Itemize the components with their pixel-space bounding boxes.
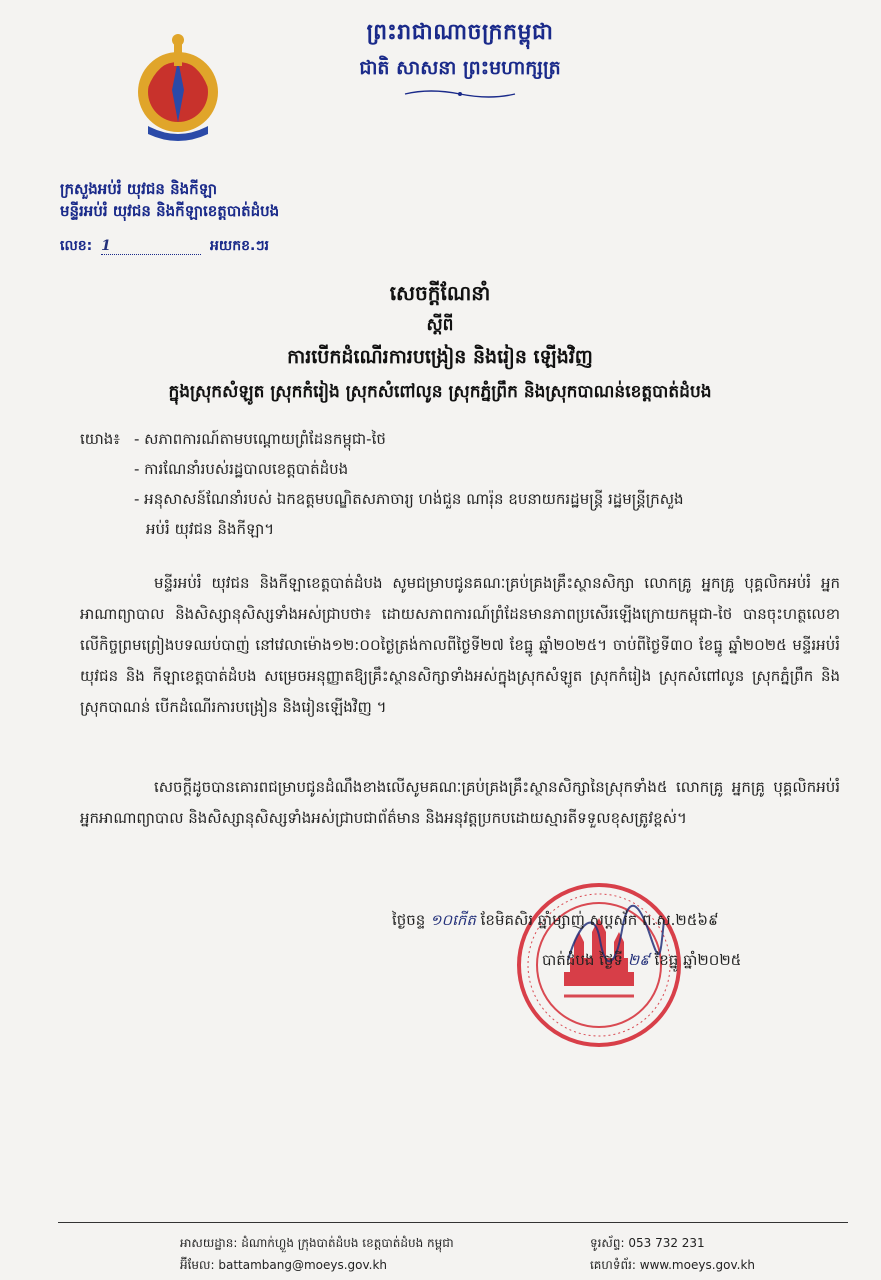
lunar-date-rest: ខែមិគសិរ ឆ្នាំម្សាញ់ សប្តស័ក ព.ស.២៥៦៩ (480, 911, 719, 929)
title-locations: ក្នុងស្រុកសំឡូត ស្រុកកំរៀង ស្រុកសំពៅលូន ស្រុកភ្នំព្រឹក និងស្រុកបាណន់ខេត្តបាត់ដំបង (168, 382, 712, 402)
national-motto: ជាតិ សាសនា ព្រះមហាក្សត្រ (359, 57, 561, 79)
title-subject: ការបើកដំណើរការបង្រៀន និងរៀន ឡើងវិញ (287, 346, 593, 368)
ministry-emblem-icon (128, 30, 228, 150)
footer-divider (58, 1222, 848, 1223)
date-block (392, 900, 852, 980)
department-name: មន្ទីរអប់រំ យុវជន និងកីឡាខេត្តបាត់ដំបង (60, 202, 280, 220)
footer-contact-left (180, 1232, 454, 1276)
phone-label: ទូរស័ព្ទ: (590, 1236, 625, 1250)
title-about: ស្តីពី (426, 315, 454, 335)
lunar-day-prefix: ថ្ងៃចន្ទ (392, 911, 426, 929)
document-title-block (40, 280, 840, 406)
footer-contact-right (590, 1232, 755, 1276)
solar-day-handwritten: ២៩ (627, 951, 650, 969)
reference-item-continued: អប់រំ យុវជន និងកីឡា។ (146, 520, 275, 538)
website-value[interactable]: www.moeys.gov.kh (639, 1258, 756, 1272)
email-label: អ៊ីមែល: (180, 1258, 215, 1272)
title-notice: សេចក្តីណែនាំ (389, 281, 491, 305)
kingdom-header (330, 18, 590, 100)
ministry-name: ក្រសួងអប់រំ យុវជន និងកីឡា (60, 180, 218, 198)
lunar-day-handwritten: ១០កើត (430, 911, 476, 929)
solar-date-rest: ខែធ្នូ ឆ្នាំ២០២៥ (654, 951, 742, 969)
ornament-divider-icon (400, 88, 520, 100)
email-value[interactable]: battambang@moeys.gov.kh (218, 1258, 388, 1272)
reference-label: លេខ: (60, 238, 93, 254)
references-list (80, 424, 840, 544)
body-paragraph-1: មន្ទីរអប់រំ យុវជន និងកីឡាខេត្តបាត់ដំបង សូមជម្រាបជូនគណៈគ្រប់គ្រងគ្រឹះស្ថានសិក្សា លោកគ្រូ អ្នកគ្រូ បុគ្គលិកអប់រំ អ្នកអាណាព្យាបាល និងសិស្សានុសិស្សទាំងអស់ជ្រាបថា៖ ដោយសភាពការណ៍ព្រំដែនមានភាពប្រសើរឡើងក្រោយកម្ពុជា-ថៃ បានចុះហត្ថលេខាលើកិច្ចព្រមព្រៀងបទឈប់បាញ់ នៅវេលាម៉ោង១២:០០ថ្ងៃត្រង់កាលពីថ្ងៃទី២៧ ខែធ្នូ ឆ្នាំ២០២៥។ ចាប់ពីថ្ងៃទី៣០ ខែធ្នូ ឆ្នាំ២០២៥ មន្ទីរអប់រំ យុវជន និង កីឡាខេត្តបាត់ដំបង សម្រេចអនុញ្ញាតឱ្យគ្រឹះស្ថានសិក្សាទាំងអស់ក្នុងស្រុកសំឡូត ស្រុកកំរៀង ស្រុកសំពៅលូន ស្រុកភ្នំព្រឹក និងស្រុកបាណន់ បើកដំណើរការបង្រៀន និងរៀនឡើងវិញ ។ (80, 574, 840, 716)
ministry-block (60, 178, 279, 222)
reference-item: - អនុសាសន៍ណែនាំរបស់ ឯកឧត្តមបណ្ឌិតសភាចារ្យ ហង់ជួន ណារ៉ុន ឧបនាយករដ្ឋមន្ត្រី រដ្ឋមន្ត្រីក្រសួង (134, 490, 684, 508)
references-lead: យោង៖ (80, 430, 120, 448)
reference-number-line (60, 236, 269, 257)
phone-value[interactable]: 053 732 231 (628, 1236, 705, 1250)
address-value: ដំណាក់ហ្លួង ក្រុងបាត់ដំបង ខេត្តបាត់ដំបង កម្ពុជា (241, 1236, 454, 1250)
lunar-date-line (392, 900, 852, 940)
reference-item: - សភាពការណ៍តាមបណ្តោយព្រំដែនកម្ពុជា-ថៃ (134, 430, 386, 448)
kingdom-title: ព្រះរាជាណាចក្រកម្ពុជា (366, 19, 554, 45)
website-label: គេហទំព័រ: (590, 1258, 636, 1272)
body-paragraph-2: សេចក្តីដូចបានគោរពជម្រាបជូនដំណឹងខាងលើសូមគណៈគ្រប់គ្រងគ្រឹះស្ថានសិក្សានៃស្រុកទាំង៥ លោកគ្រូ អ្នកគ្រូ បុគ្គលិកអប់រំ អ្នកអាណាព្យាបាល និងសិស្សានុសិស្សទាំងអស់ជ្រាបជាព័ត៌មាន និងអនុវត្តប្រកបដោយស្មារតីទទួលខុសត្រូវខ្ពស់។ (80, 778, 840, 827)
address-label: អាសយដ្ឋាន: (180, 1236, 238, 1250)
reference-suffix: អយកខ.ៗរ (210, 238, 269, 254)
reference-dots (101, 238, 201, 255)
solar-date-line (392, 940, 852, 980)
reference-number: 1 (101, 238, 111, 254)
solar-day-prefix: បាត់ដំបង ថ្ងៃទី (542, 951, 623, 969)
reference-item: - ការណែនាំរបស់រដ្ឋបាលខេត្តបាត់ដំបង (134, 460, 349, 478)
